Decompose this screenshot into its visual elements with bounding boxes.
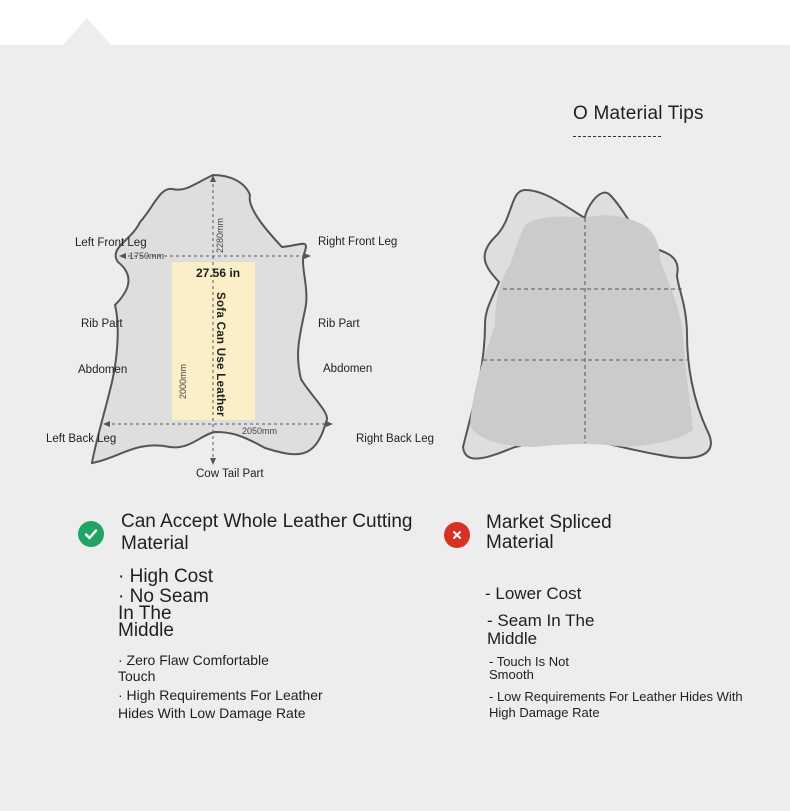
sofa-width-dimension: 27.56 in bbox=[196, 266, 241, 280]
label-abdomen-left: Abdomen bbox=[78, 364, 128, 376]
bottom-width-dimension: 2050mm bbox=[242, 426, 278, 436]
total-height-dimension: 2280mm bbox=[215, 218, 225, 254]
accept-point-cost: · High Cost bbox=[118, 566, 214, 587]
accept-title: Can Accept Whole Leather Cutting Material bbox=[121, 511, 413, 554]
spliced-title: Market Spliced Material bbox=[486, 512, 612, 553]
tips-title: O Material Tips bbox=[573, 103, 704, 124]
close-icon bbox=[444, 522, 470, 548]
dimension-lines bbox=[100, 170, 340, 470]
label-left-front-leg: Left Front Leg bbox=[75, 237, 147, 249]
label-left-back-leg: Left Back Leg bbox=[46, 433, 117, 445]
accept-point-requirements: · High Requirements For Leather Hides With Low Damage Rate bbox=[118, 687, 323, 721]
spliced-point-seam: - Seam In The Middle bbox=[487, 611, 595, 648]
spliced-point-cost: - Lower Cost bbox=[485, 584, 582, 603]
sofa-length-dimension: 2000mm bbox=[178, 364, 188, 400]
sofa-usable-label: Sofa Can Use Leather bbox=[214, 292, 226, 417]
label-rib-right: Rib Part bbox=[318, 318, 360, 330]
label-right-front-leg: Right Front Leg bbox=[318, 236, 398, 248]
label-cow-tail: Cow Tail Part bbox=[196, 468, 264, 480]
top-width-dimension: 1750mm bbox=[129, 251, 165, 261]
tips-underline bbox=[573, 136, 661, 137]
check-icon bbox=[78, 521, 104, 547]
accept-point-touch: · Zero Flaw Comfortable Touch bbox=[118, 652, 269, 684]
panel-notch bbox=[63, 18, 111, 45]
label-rib-left: Rib Part bbox=[81, 318, 123, 330]
spliced-hide-diagram bbox=[455, 185, 720, 470]
spliced-point-touch: - Touch Is Not Smooth bbox=[489, 654, 569, 682]
label-right-back-leg: Right Back Leg bbox=[356, 433, 434, 445]
spliced-point-requirements: - Low Requirements For Leather Hides With High Damage Rate bbox=[489, 689, 743, 720]
label-abdomen-right: Abdomen bbox=[323, 363, 373, 375]
accept-point-seam: · No Seam In The Middle bbox=[118, 586, 209, 641]
